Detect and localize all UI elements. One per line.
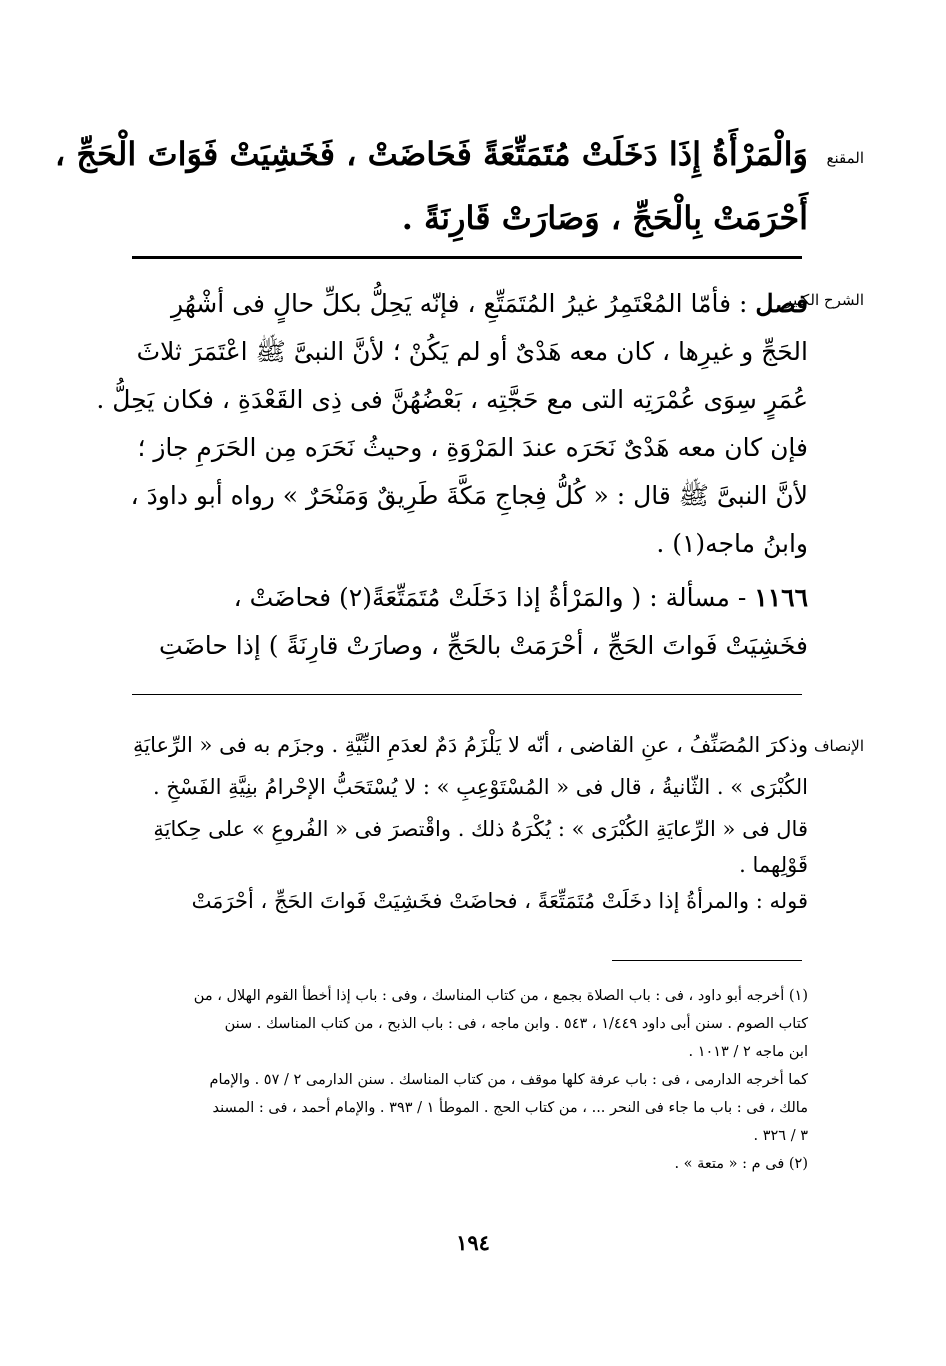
footnote-line: (٢) فى م : « متعة » .: [674, 1156, 808, 1172]
footnote-line: كما أخرجه الدارمى ، فى : باب عرفة كلها موقف ، من كتاب المناسك . سنن الدارمى ٢ / ٥٧ . والإمام: [209, 1072, 808, 1088]
section-label-insaf: الإنصاف: [813, 737, 864, 755]
page-number: ١٩٤: [456, 1230, 490, 1255]
section-label-sharh: الشرح الكبير: [784, 291, 864, 309]
footnote-line: كتاب الصوم . سنن أبى داود ١/٤٤٩ ، ٥٤٣ . وابن ماجه ، فى : باب الذبح ، من كتاب المناسك . سنن: [224, 1016, 808, 1032]
muqni-text: [54, 122, 808, 250]
masala-number: ١١٦٦: [754, 583, 808, 612]
footnote-divider: [612, 960, 802, 961]
section-divider: [132, 256, 802, 259]
insaf-line: وذكرَ المُصَنِّفُ ، عنِ القاضى ، أنّه لا يَلْزَمُ دَمٌ لعدَمِ النِّيَّةِ . وجزَم به فى « الرِّعايَةِ: [133, 733, 808, 757]
insaf-line: قَوْلِهما .: [739, 853, 808, 877]
sharh-line: عُمَرٍ سِوَى عُمْرَتِه التى مع حَجَّتِه ، بَعْضُهُنَّ فى ذِى القَعْدَةِ ، فكان يَحِلُّ .: [96, 385, 808, 414]
muqni-line: وَالْمَرْأَةُ إِذَا دَخَلَتْ مُتَمَتِّعَةً فَحَاضَتْ ، فَخَشِيَتْ فَوَاتَ الْحَجِّ ،: [54, 135, 808, 173]
insaf-line: الكُبْرَى » . الثّانيةُ ، قال فى « المُسْتَوْعِبِ » : لا يُسْتَحَبُّ الإحْرامُ بنِيَّةِ الفَسْخِ .: [152, 775, 808, 799]
footnote-line: مالك ، فى : باب ما جاء فى النحر ... ، من كتاب الحج . الموطأ ١ / ٣٩٣ . والإمام أحمد ، فى : المسند: [212, 1100, 808, 1116]
fasl-heading: فصل: [755, 289, 808, 318]
footnote-line: ابن ماجه ٢ / ١٠١٣ .: [688, 1044, 808, 1060]
sharh-line: وابنُ ماجه(١) .: [656, 529, 808, 558]
section-label-muqni: المقنع: [826, 149, 864, 167]
masala-line: [132, 574, 808, 622]
footnotes: [132, 982, 808, 1178]
sharh-line: فخَشِيَتْ فَواتَ الحَجِّ ، أحْرَمَتْ بالحَجِّ ، وصارَتْ قارِنَةً ) إذا حاضَتِ: [159, 631, 808, 660]
insaf-line: قال فى « الرِّعايَةِ الكُبْرَى » : يُكْرَهُ ذلك . واقْتصرَ فى « الفُروعِ » على حِكايَةِ: [153, 817, 808, 841]
muqni-line: أَحْرَمَتْ بِالْحَجِّ ، وَصَارَتْ قَارِنَةً .: [401, 199, 808, 237]
sharh-line-text: : فأمّا المُعْتَمِرُ غيرُ المُتَمَتِّعِ ، فإنّه يَحِلُّ بكلِّ حالٍ فى أشْهُرِ: [170, 289, 756, 318]
sharh-line: الحَجِّ و غيرِها ، كان معه هَدْىٌ أو لم يَكُنْ ؛ لأنَّ النبىَّ ﷺ اعْتَمَرَ ثلاثَ: [136, 337, 808, 366]
section-divider: [132, 694, 802, 695]
footnote-line: ٣ / ٣٢٦ .: [753, 1128, 808, 1144]
masala-text: - مسألة : ( والمَرْأةُ إذا دَخَلَتْ مُتَمَتِّعَةً(٢) فحاضَتْ ،: [233, 583, 755, 612]
sharh-line: [132, 280, 808, 328]
footnote-line: (١) أخرجه أبو داود ، فى : باب الصلاة بجمع ، من كتاب المناسك ، وفى : باب إذا أخطأ القوم الهلال ، من: [193, 988, 808, 1004]
insaf-line: قوله : والمرأةُ إذا دخَلَتْ مُتَمَتِّعَةً ، فحاضَتْ فخَشِيَتْ فَواتَ الحَجِّ ، أحْرَمَتْ: [191, 889, 808, 913]
sharh-line: فإن كان معه هَدْىٌ نَحَرَه عندَ المَرْوَةِ ، وحيثُ نَحَرَه مِن الحَرَمِ جاز ؛: [137, 433, 808, 462]
sharh-line: لأنَّ النبىَّ ﷺ قال : « كُلُّ فِجاجِ مَكَّةَ طَرِيقٌ وَمَنْحَرٌ » رواه أبو داودَ ،: [130, 481, 808, 510]
insaf-text: [132, 724, 808, 922]
sharh-text: [96, 280, 808, 670]
